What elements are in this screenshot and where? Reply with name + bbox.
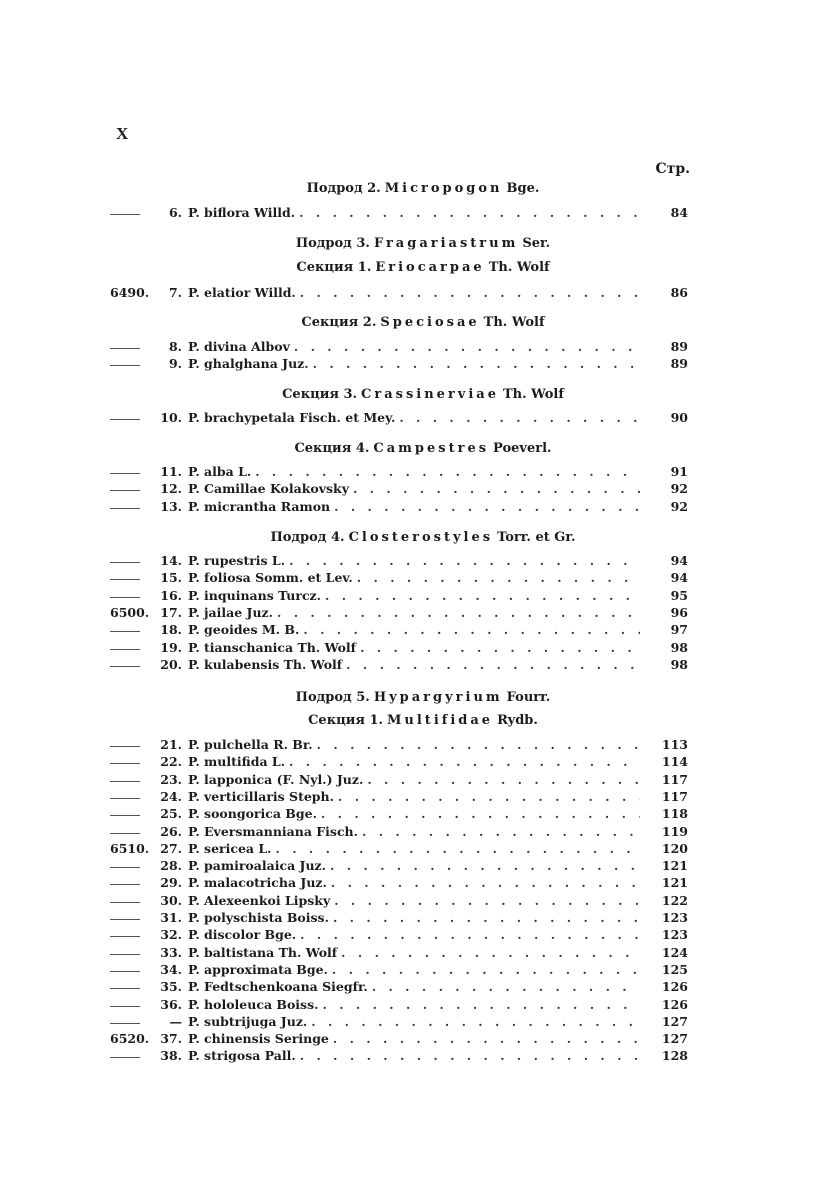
dot-leader [333, 1031, 640, 1046]
page-ref: 127 [661, 1013, 688, 1029]
entry-number: 36. [160, 996, 182, 1012]
page-ref: 123 [661, 927, 688, 943]
toc-entry[interactable] [0, 997, 840, 1015]
heading-taxon: Closterostyles [348, 530, 494, 545]
species-name: P. inquinans Turcz. [188, 587, 322, 603]
species-name: P. Alexeenkoi Lipsky [188, 892, 331, 908]
entry-dash [110, 884, 140, 885]
toc-entry[interactable] [0, 772, 840, 790]
heading-taxon: Hypargyrium [373, 690, 503, 705]
species-name: P. biflora Willd. [188, 205, 296, 220]
entry-dash [110, 833, 140, 834]
dot-leader [299, 205, 640, 220]
entry-name-wrap [188, 622, 640, 637]
dot-leader [294, 339, 640, 354]
page-ref: 94 [670, 553, 688, 568]
section-heading [160, 387, 686, 402]
entry-dash [110, 1023, 140, 1024]
entry-name-wrap [188, 824, 640, 839]
page-ref: 98 [670, 656, 688, 672]
species-name: P. malacotricha Juz. [188, 875, 327, 891]
entry-number: 12. [160, 481, 182, 497]
dot-leader [303, 622, 640, 637]
page-ref: 121 [661, 875, 688, 891]
entry-name-wrap [188, 997, 640, 1012]
entry-number: 15. [160, 570, 182, 586]
page-ref: 95 [670, 587, 688, 603]
entry-name-wrap [188, 1014, 640, 1029]
page-column-header: Стр. [655, 161, 690, 177]
page-ref: 92 [670, 498, 688, 514]
page-ref: 128 [661, 1048, 688, 1064]
entry-dash [110, 1057, 140, 1058]
entry-dash [110, 579, 140, 580]
species-name: P. ghalghana Juz. [188, 356, 309, 372]
page-ref: 94 [670, 570, 688, 586]
entry-dash [110, 562, 140, 563]
dot-leader [289, 553, 640, 568]
dot-leader [332, 962, 640, 977]
dot-leader [325, 588, 640, 603]
page-ref: 126 [661, 996, 688, 1012]
heading-author: Torr. et Gr. [497, 530, 576, 545]
entry-number: 23. [160, 771, 182, 787]
entry-name-wrap [188, 893, 640, 908]
entry-dash [110, 508, 140, 509]
entry-dash [110, 815, 140, 816]
heading-taxon: Micropogon [384, 181, 503, 196]
entry-number: 33. [160, 944, 182, 960]
heading-rank: Секция 2. [301, 315, 377, 330]
entry-name-wrap [188, 570, 640, 585]
species-name: P. elatior Willd. [188, 285, 296, 300]
entry-name-wrap [188, 553, 640, 568]
entry-number: 16. [160, 587, 182, 603]
toc-entry[interactable] [0, 927, 840, 945]
dot-leader [255, 464, 640, 479]
entry-dash [110, 971, 140, 972]
dot-leader [300, 285, 640, 300]
dot-leader [317, 737, 640, 752]
toc-entry[interactable] [0, 640, 840, 658]
toc-entry[interactable] [0, 875, 840, 893]
entry-number: 38. [160, 1048, 182, 1064]
entry-number: 28. [160, 858, 182, 874]
entry-name-wrap [188, 1031, 640, 1046]
species-name: P. lapponica (F. Nyl.) Juz. [188, 771, 364, 787]
heading-author: Ser. [522, 236, 551, 251]
dot-leader [399, 410, 640, 425]
species-name: P. baltistana Th. Wolf [188, 944, 338, 960]
page-ref: 114 [661, 754, 688, 770]
heading-author: Th. Wolf [503, 387, 564, 402]
entry-dash [110, 490, 140, 491]
dot-leader [372, 979, 640, 994]
entry-number: 18. [160, 622, 182, 638]
toc-entry[interactable] [0, 754, 840, 772]
toc-entry[interactable] [0, 979, 840, 997]
heading-taxon: Crassinerviae [361, 387, 499, 402]
heading-author: Bge. [506, 181, 540, 196]
toc-entry[interactable] [0, 858, 840, 876]
species-name: P. discolor Bge. [188, 927, 297, 943]
entry-name-wrap [188, 605, 640, 620]
entry-name-wrap [188, 858, 640, 873]
page-ref: 119 [661, 823, 688, 839]
entry-dash [110, 214, 140, 215]
entry-dash [110, 867, 140, 868]
entry-name-wrap [188, 481, 640, 496]
page-ref: 89 [670, 356, 688, 372]
toc-entry[interactable] [0, 910, 840, 928]
species-name: P. sericea L. [188, 840, 272, 856]
page-ref: 89 [670, 339, 688, 354]
toc-entry[interactable] [0, 481, 840, 499]
species-name: P. subtrijuga Juz. [188, 1013, 308, 1029]
entry-number: 30. [160, 892, 182, 908]
entry-dash [110, 763, 140, 764]
toc-entry[interactable] [0, 824, 840, 842]
toc-entry[interactable] [0, 205, 840, 223]
page-ref: 92 [670, 481, 688, 497]
dot-leader [300, 1048, 640, 1063]
toc-entry[interactable] [0, 588, 840, 606]
heading-rank: Секция 1. [308, 713, 384, 728]
page-number: X [116, 124, 129, 143]
dot-leader [333, 910, 640, 925]
species-name: P. tianschanica Th. Wolf [188, 639, 357, 655]
entry-number: 21. [160, 737, 182, 752]
species-name: P. jailae Juz. [188, 604, 274, 620]
dot-leader [341, 945, 640, 960]
page-ref: 127 [661, 1031, 688, 1047]
dot-leader [289, 754, 640, 769]
species-name: P. hololeuca Boiss. [188, 996, 319, 1012]
entry-number: — [169, 1013, 182, 1029]
page-ref: 84 [670, 205, 688, 220]
entry-number: 31. [160, 910, 182, 925]
entry-name-wrap [188, 841, 640, 856]
toc-entry[interactable] [0, 789, 840, 807]
entry-name-wrap [188, 640, 640, 655]
page-ref: 91 [670, 464, 688, 479]
species-name: P. Eversmanniana Fisch. [188, 823, 359, 839]
heading-rank: Подрод 3. [295, 236, 370, 251]
dot-leader [362, 824, 640, 839]
entry-dash [110, 902, 140, 903]
species-name: P. chinensis Seringe [188, 1031, 329, 1047]
page-ref: 122 [661, 892, 688, 908]
heading-rank: Секция 1. [296, 260, 372, 275]
entry-name-wrap [188, 945, 640, 960]
toc-entry[interactable] [0, 285, 840, 303]
entry-name-wrap [188, 979, 640, 994]
toc-entry[interactable] [0, 945, 840, 963]
dot-leader [311, 1014, 640, 1029]
page-ref: 97 [670, 622, 688, 638]
toc-entry[interactable] [0, 1014, 840, 1032]
page-ref: 113 [661, 737, 688, 752]
species-name: P. kulabensis Th. Wolf [188, 656, 343, 672]
entry-dash [110, 365, 140, 366]
entry-dash [110, 919, 140, 920]
toc-entry[interactable] [0, 806, 840, 824]
toc-entry[interactable] [0, 553, 840, 571]
entry-number: 27. [160, 840, 182, 856]
entry-name-wrap [188, 464, 640, 479]
dot-leader [334, 893, 640, 908]
entry-name-wrap [188, 789, 640, 804]
dot-leader [277, 605, 640, 620]
dot-leader [367, 772, 640, 787]
section-heading [160, 530, 686, 545]
heading-author: Fourr. [506, 690, 551, 705]
page-ref: 90 [670, 410, 688, 425]
entry-code: 6490. [110, 285, 150, 300]
entry-dash [110, 798, 140, 799]
heading-author: Th. Wolf [488, 260, 550, 275]
entry-dash [110, 936, 140, 937]
entry-name-wrap [188, 499, 640, 514]
page-ref: 86 [670, 285, 688, 300]
entry-name-wrap [188, 927, 640, 942]
heading-taxon: Speciosae [380, 315, 480, 330]
heading-rank: Секция 3. [282, 387, 358, 402]
dot-leader [334, 499, 640, 514]
species-name: P. Camillae Kolakovsky [188, 481, 349, 497]
dot-leader [276, 841, 640, 856]
dot-leader [338, 789, 640, 804]
page-ref: 121 [661, 858, 688, 874]
entry-name-wrap [188, 205, 640, 220]
entry-number: 14. [160, 553, 182, 568]
toc-entry[interactable] [0, 499, 840, 517]
page-ref: 123 [661, 910, 688, 925]
toc-entry[interactable] [0, 464, 840, 482]
heading-taxon: Fragariastrum [373, 236, 519, 251]
entry-dash [110, 954, 140, 955]
entry-name-wrap [188, 410, 640, 425]
toc-entry[interactable] [0, 339, 840, 357]
species-name: P. rupestris L. [188, 553, 286, 568]
entry-name-wrap [188, 772, 640, 787]
heading-author: Th. Wolf [483, 315, 545, 330]
section-heading [160, 441, 686, 456]
page-ref: 98 [670, 639, 688, 655]
entry-number: 25. [160, 806, 182, 822]
dot-leader [330, 858, 640, 873]
entry-code: 6500. [110, 604, 150, 620]
entry-dash [110, 781, 140, 782]
page-ref: 120 [661, 840, 688, 856]
entry-name-wrap [188, 754, 640, 769]
species-name: P. soongorica Bge. [188, 806, 317, 822]
heading-rank: Подрод 2. [306, 181, 381, 196]
entry-number: 26. [160, 823, 182, 839]
toc-entry[interactable] [0, 410, 840, 428]
entry-number: 24. [160, 788, 182, 804]
heading-rank: Подрод 4. [270, 530, 345, 545]
entry-name-wrap [188, 806, 640, 821]
section-heading [160, 713, 686, 728]
dot-leader [313, 356, 640, 371]
species-name: P. geoides M. B. [188, 622, 300, 638]
species-name: P. brachypetala Fisch. et Mey. [188, 410, 396, 425]
toc-entry[interactable] [0, 1031, 840, 1049]
entry-name-wrap [188, 285, 640, 300]
toc-entry[interactable] [0, 962, 840, 980]
species-name: P. verticillaris Steph. [188, 788, 334, 804]
heading-rank: Секция 4. [294, 441, 370, 456]
section-heading [160, 181, 686, 196]
entry-number: 34. [160, 961, 182, 977]
page-ref: 126 [661, 979, 688, 995]
entry-name-wrap [188, 962, 640, 977]
dot-leader [321, 806, 640, 821]
heading-rank: Подрод 5. [295, 690, 370, 705]
heading-author: Poeverl. [493, 441, 552, 456]
toc-entry[interactable] [0, 356, 840, 374]
heading-author: Rydb. [497, 713, 538, 728]
dot-leader [360, 640, 640, 655]
entry-dash [110, 473, 140, 474]
species-name: P. polyschista Boiss. [188, 910, 329, 925]
species-name: P. micrantha Ramon [188, 498, 331, 514]
entry-number: 35. [160, 979, 182, 995]
entry-number: 19. [160, 639, 182, 655]
section-heading [160, 690, 686, 705]
toc-entry[interactable] [0, 1048, 840, 1066]
entry-number: 7. [168, 285, 182, 300]
entry-number: 8. [168, 339, 182, 354]
entry-number: 37. [160, 1031, 182, 1047]
species-name: P. pamiroalaica Juz. [188, 858, 326, 874]
entry-name-wrap [188, 875, 640, 890]
toc-entry[interactable] [0, 737, 840, 755]
toc-entry[interactable] [0, 622, 840, 640]
section-heading [160, 236, 686, 251]
section-heading [160, 260, 686, 275]
section-heading [160, 315, 686, 330]
entry-number: 13. [160, 498, 182, 514]
heading-taxon: Eriocarpae [375, 260, 485, 275]
toc-entry[interactable] [0, 841, 840, 859]
species-name: P. pulchella R. Br. [188, 737, 313, 752]
species-name: P. alba L. [188, 464, 252, 479]
entry-number: 17. [160, 604, 182, 620]
entry-number: 10. [160, 410, 182, 425]
species-name: P. divina Albov [188, 339, 290, 354]
entry-dash [110, 666, 140, 667]
entry-dash [110, 631, 140, 632]
page-ref: 118 [661, 806, 688, 822]
entry-name-wrap [188, 1048, 640, 1063]
entry-dash [110, 649, 140, 650]
entry-name-wrap [188, 588, 640, 603]
entry-dash [110, 988, 140, 989]
entry-number: 11. [160, 464, 182, 479]
species-name: P. approximata Bge. [188, 961, 328, 977]
entry-name-wrap [188, 356, 640, 371]
entry-name-wrap [188, 737, 640, 752]
entry-name-wrap [188, 339, 640, 354]
entry-dash [110, 419, 140, 420]
entry-number: 9. [168, 356, 182, 372]
toc-entry[interactable] [0, 657, 840, 675]
entry-name-wrap [188, 657, 640, 672]
page-ref: 117 [661, 788, 688, 804]
species-name: P. Fedtschenkoana Siegfr. [188, 979, 368, 995]
dot-leader [300, 927, 640, 942]
entry-number: 22. [160, 754, 182, 770]
page-ref: 117 [661, 771, 688, 787]
entry-code: 6520. [110, 1031, 150, 1047]
page-ref: 96 [670, 604, 688, 620]
heading-taxon: Campestres [373, 441, 490, 456]
toc-entry[interactable] [0, 893, 840, 911]
species-name: P. multifida L. [188, 754, 286, 770]
entry-number: 32. [160, 927, 182, 943]
page-ref: 125 [661, 961, 688, 977]
heading-taxon: Multifidae [387, 713, 494, 728]
entry-name-wrap [188, 910, 640, 925]
dot-leader [331, 875, 640, 890]
entry-dash [110, 348, 140, 349]
entry-code: 6510. [110, 840, 150, 856]
entry-dash [110, 597, 140, 598]
entry-number: 20. [160, 656, 182, 672]
species-name: P. foliosa Somm. et Lev. [188, 570, 353, 586]
page-ref: 124 [661, 944, 688, 960]
entry-number: 29. [160, 875, 182, 891]
toc-entry[interactable] [0, 605, 840, 623]
entry-number: 6. [168, 205, 182, 220]
dot-leader [353, 481, 640, 496]
species-name: P. strigosa Pall. [188, 1048, 296, 1064]
dot-leader [322, 997, 640, 1012]
dot-leader [346, 657, 640, 672]
dot-leader [357, 570, 640, 585]
entry-dash [110, 746, 140, 747]
toc-entry[interactable] [0, 570, 840, 588]
entry-dash [110, 1006, 140, 1007]
